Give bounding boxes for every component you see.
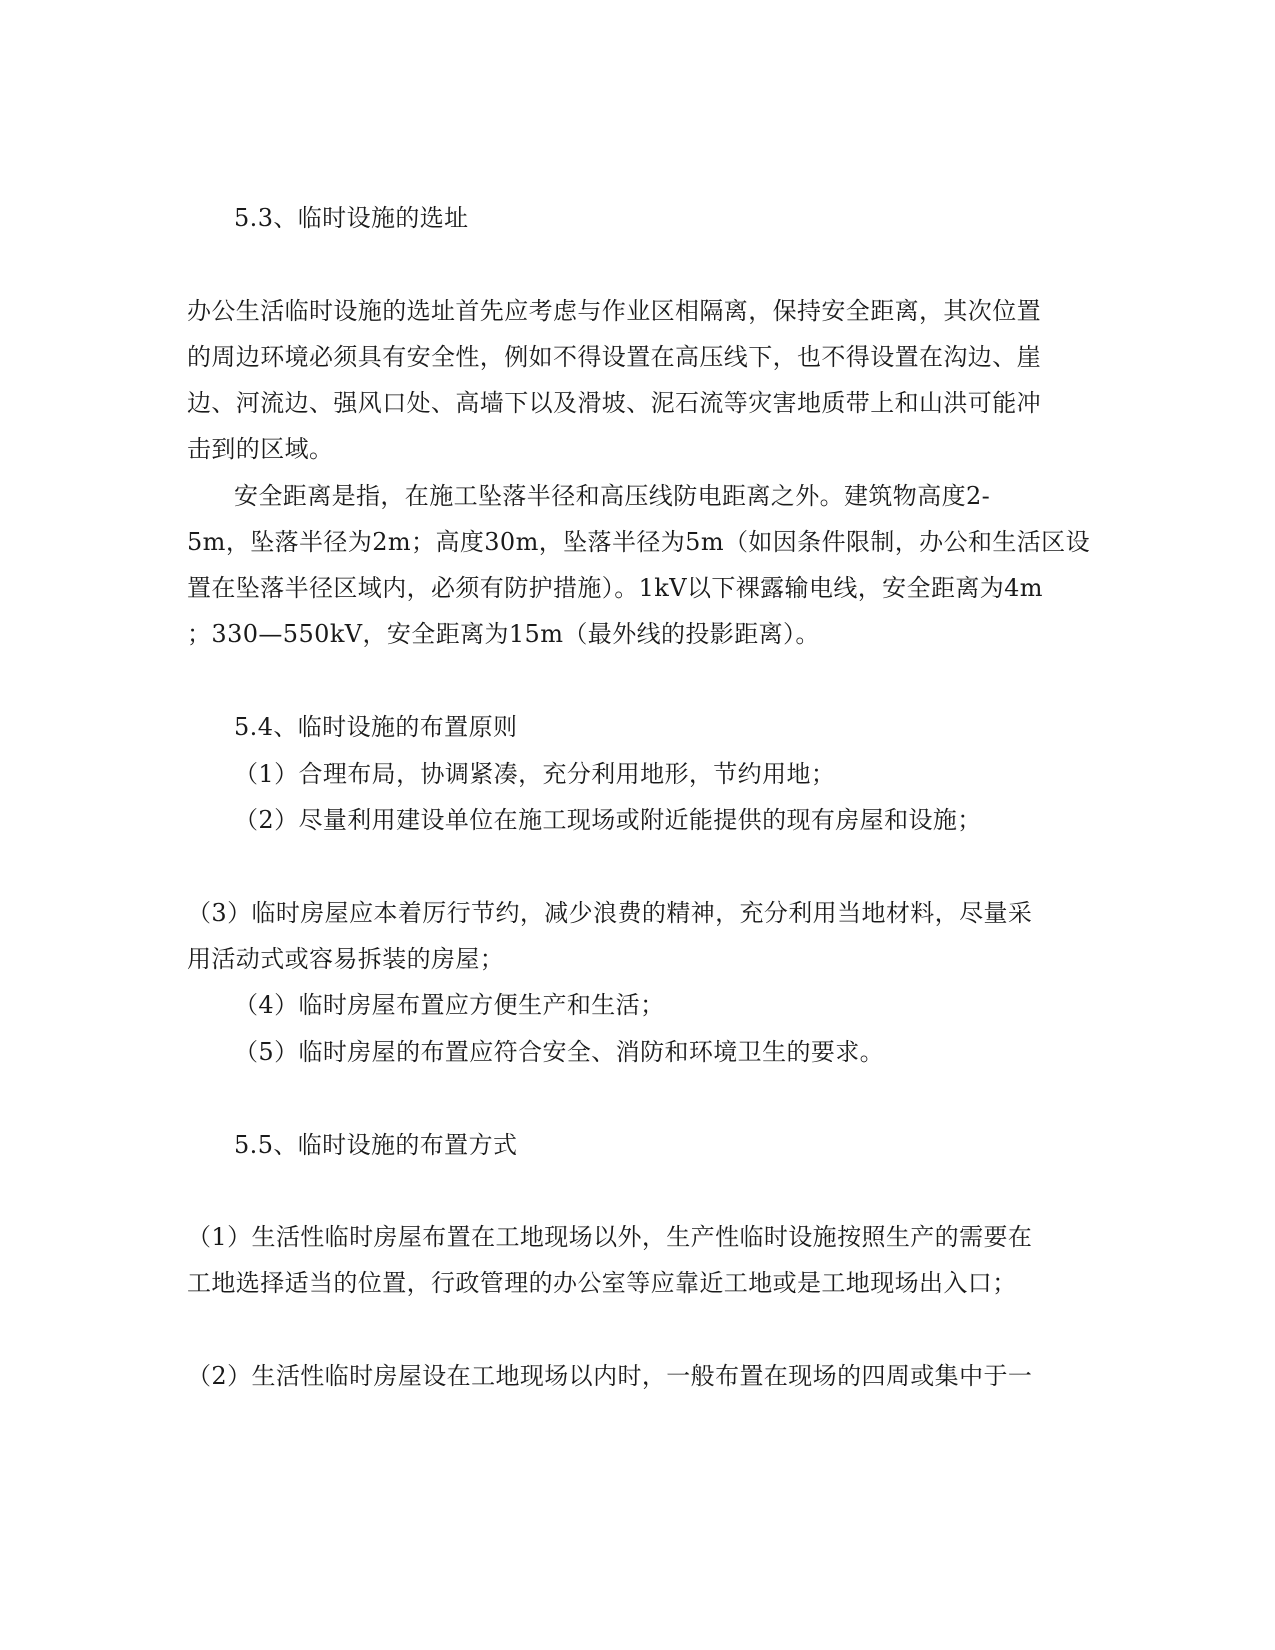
- section-heading-5-4: 5.4、临时设施的布置原则: [234, 713, 518, 741]
- list-item: （4）临时房屋布置应方便生产和生活；: [234, 991, 665, 1019]
- list-item: （1）生活性临时房屋布置在工地现场以外，生产性临时设施按照生产的需要在: [187, 1223, 1033, 1251]
- list-item: （5）临时房屋的布置应符合安全、消防和环境卫生的要求。: [234, 1038, 885, 1066]
- paragraph-line: 工地选择适当的位置，行政管理的办公室等应靠近工地或是工地现场出入口；: [187, 1269, 1017, 1297]
- list-item: （3）临时房屋应本着厉行节约，减少浪费的精神，充分利用当地材料，尽量采: [187, 899, 1033, 927]
- list-item: （1）合理布局，协调紧凑，充分利用地形，节约用地；: [234, 760, 836, 788]
- paragraph-line: 的周边环境必须具有安全性，例如不得设置在高压线下，也不得设置在沟边、崖: [187, 343, 1041, 371]
- paragraph-line: 安全距离是指，在施工坠落半径和高压线防电距离之外。建筑物高度2-: [234, 482, 991, 510]
- paragraph-line: 击到的区域。: [187, 435, 334, 463]
- section-heading-5-3: 5.3、临时设施的选址: [234, 204, 469, 232]
- paragraph-line: ；330—550kV，安全距离为15m（最外线的投影距离）。: [187, 620, 820, 648]
- paragraph-line: 5m，坠落半径为2m；高度30m，坠落半径为5m（如因条件限制，办公和生活区设: [187, 528, 1090, 556]
- list-item: （2）尽量利用建设单位在施工现场或附近能提供的现有房屋和设施；: [234, 806, 982, 834]
- paragraph-line: 办公生活临时设施的选址首先应考虑与作业区相隔离，保持安全距离，其次位置: [187, 297, 1041, 325]
- section-heading-5-5: 5.5、临时设施的布置方式: [234, 1131, 518, 1159]
- paragraph-line: 用活动式或容易拆装的房屋；: [187, 945, 505, 973]
- paragraph-line: 边、河流边、强风口处、高墙下以及滑坡、泥石流等灾害地质带上和山洪可能冲: [187, 389, 1041, 417]
- paragraph-line: 置在坠落半径区域内，必须有防护措施）。1kV以下裸露输电线，安全距离为4m: [187, 574, 1043, 602]
- list-item: （2）生活性临时房屋设在工地现场以内时，一般布置在现场的四周或集中于一: [187, 1362, 1033, 1390]
